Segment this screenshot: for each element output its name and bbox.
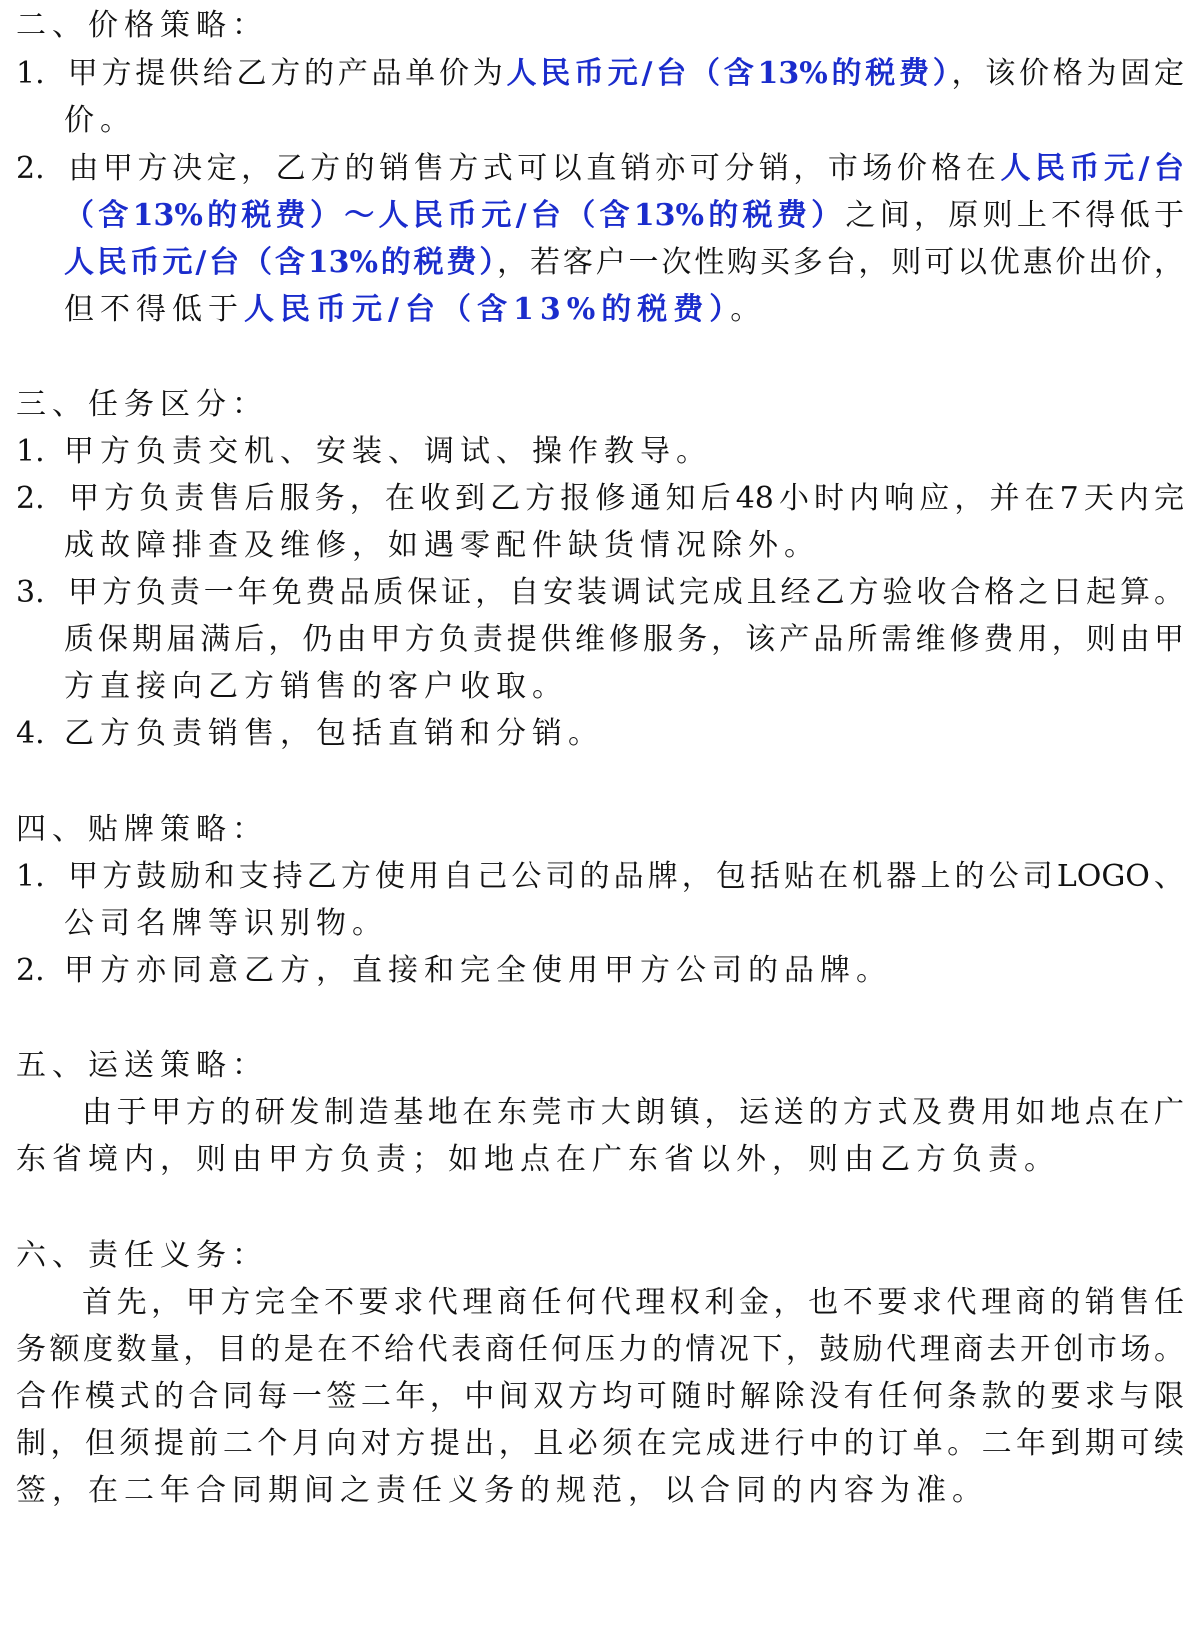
item-number: 1.	[16, 859, 45, 894]
pricing-item-2-cont-2	[16, 243, 1184, 283]
item-text: 甲方提供给乙方的产品单价为	[64, 56, 507, 91]
branding-item-2	[16, 951, 892, 991]
pricing-item-2-cont-3	[16, 290, 766, 330]
obligations-paragraph-line-3: 合作模式的合同每一签二年，中间双方均可随时解除没有任何条款的要求与限	[16, 1379, 1184, 1414]
item-number: 3.	[16, 575, 45, 610]
task-item-3	[16, 573, 1184, 613]
branding-item-1	[16, 857, 1184, 897]
task-item-3-cont-1: 质保期届满后，仍由甲方负责提供维修服务，该产品所需维修费用，则由甲	[64, 622, 1184, 657]
item-text: 但不得低于	[64, 292, 244, 327]
task-item-1	[16, 432, 712, 472]
obligations-paragraph-line-5: 签，在二年合同期间之责任义务的规范，以合同的内容为准。	[16, 1473, 988, 1508]
task-item-4	[16, 714, 604, 754]
item-number: 1.	[16, 434, 45, 469]
item-text: 之间，原则上不得低于	[845, 198, 1184, 233]
item-text: 由甲方决定，乙方的销售方式可以直销亦可分销，市场价格在	[64, 151, 1001, 186]
price-field: 人民币元/台（含13%的税费）	[244, 292, 731, 327]
item-text: 甲方亦同意乙方，直接和完全使用甲方公司的品牌。	[64, 953, 892, 988]
task-item-2	[16, 479, 1184, 519]
price-field: 人民币元/台（含13%的税费）	[64, 245, 498, 280]
branding-item-1-cont: 公司名牌等识别物。	[64, 906, 388, 941]
pricing-item-1-cont: 价。	[64, 103, 136, 138]
section-heading-branding: 四、贴牌策略：	[16, 812, 268, 847]
item-text: ，若客户一次性购买多台，则可以优惠价出价，	[497, 245, 1184, 280]
pricing-item-2-cont-1	[16, 196, 1184, 236]
item-text: 甲方负责一年免费品质保证，自安装调试完成且经乙方验收合格之日起算。	[64, 575, 1184, 610]
section-heading-tasks: 三、任务区分：	[16, 387, 268, 422]
item-number: 2.	[16, 151, 45, 186]
task-item-3-cont-2: 方直接向乙方销售的客户收取。	[64, 669, 568, 704]
item-text: ，该价格为固定	[951, 56, 1185, 91]
price-field: 人民币元/台（含13%的税费）	[506, 56, 952, 91]
obligations-paragraph-line-4: 制，但须提前二个月向对方提出，且必须在完成进行中的订单。二年到期可续	[16, 1426, 1184, 1461]
pricing-item-2	[16, 149, 1184, 189]
section-heading-shipping: 五、运送策略：	[16, 1048, 268, 1083]
item-text: 。	[730, 292, 767, 327]
item-text: 甲方负责售后服务，在收到乙方报修通知后48小时内响应，并在7天内完	[64, 481, 1184, 516]
price-field: 人民币元/台	[1000, 151, 1184, 186]
item-number: 4.	[16, 716, 45, 751]
task-item-2-cont: 成故障排查及维修，如遇零配件缺货情况除外。	[64, 528, 820, 563]
price-range-field: （含13%的税费）～人民币元/台（含13%的税费）	[64, 198, 846, 233]
item-number: 2.	[16, 953, 45, 988]
section-heading-pricing: 二、价格策略：	[16, 8, 268, 43]
item-text: 甲方鼓励和支持乙方使用自己公司的品牌，包括贴在机器上的公司LOGO、	[64, 859, 1184, 894]
item-number: 2.	[16, 481, 45, 516]
item-text: 乙方负责销售，包括直销和分销。	[64, 716, 604, 751]
pricing-item-1	[16, 54, 1184, 94]
item-text: 甲方负责交机、安装、调试、操作教导。	[64, 434, 712, 469]
shipping-paragraph-line-2: 东省境内，则由甲方负责；如地点在广东省以外，则由乙方负责。	[16, 1142, 1060, 1177]
obligations-paragraph-line-1: 首先，甲方完全不要求代理商任何代理权利金，也不要求代理商的销售任	[82, 1285, 1184, 1320]
section-heading-obligations: 六、责任义务：	[16, 1238, 268, 1273]
item-number: 1.	[16, 56, 45, 91]
obligations-paragraph-line-2: 务额度数量，目的是在不给代表商任何压力的情况下，鼓励代理商去开创市场。	[16, 1332, 1184, 1367]
shipping-paragraph-line-1: 由于甲方的研发制造基地在东莞市大朗镇，运送的方式及费用如地点在广	[82, 1095, 1184, 1130]
